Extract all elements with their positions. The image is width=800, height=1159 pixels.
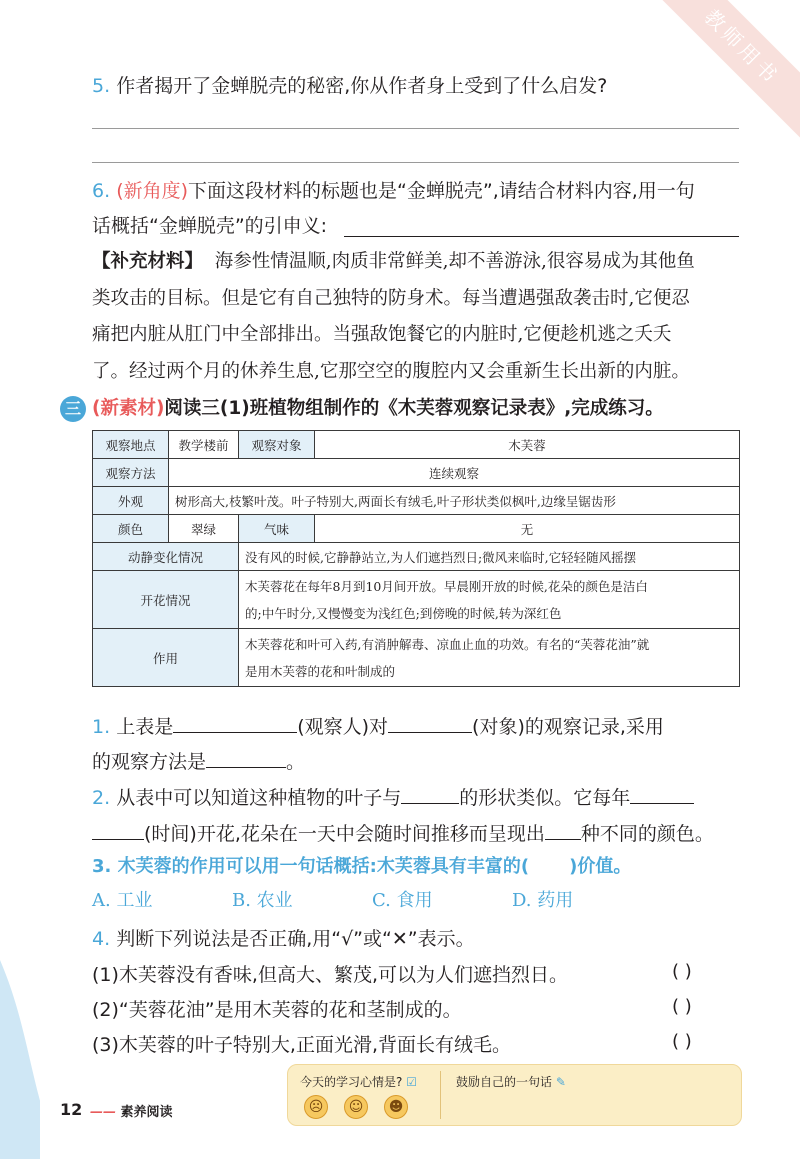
table-cell: 连续观察 xyxy=(169,459,740,487)
observation-table xyxy=(92,430,740,687)
exercise-1-blank-object[interactable] xyxy=(388,711,472,733)
exercise-4-item-2: (2)“芙蓉花油”是用木芙蓉的花和茎制成的。 xyxy=(92,999,462,1021)
supplement-material xyxy=(92,244,742,390)
table-cell-line: 木芙蓉花和叶可入药,有消肿解毒、凉血止血的功效。有名的“芙蓉花油”就 xyxy=(245,636,650,652)
table-cell: 外观 xyxy=(93,487,169,515)
supplement-line-4: 了。经过两个月的休养生息,它那空空的腹腔内又会重新生长出新的内脏。 xyxy=(92,360,690,382)
exercise-2-blank-leaf[interactable] xyxy=(401,782,459,804)
table-cell: 观察对象 xyxy=(239,431,315,459)
exercise-3-close: )价值。 xyxy=(569,856,632,877)
question-5-text: 作者揭开了金蝉脱壳的秘密,你从作者身上受到了什么启发? xyxy=(116,75,608,97)
mood-label xyxy=(300,1073,417,1090)
exercise-3-number: 3. xyxy=(92,856,112,877)
question-5-number: 5. xyxy=(92,75,111,97)
exercise-2-blank-time-b[interactable] xyxy=(92,818,144,840)
section-3-tag: (新素材) xyxy=(92,398,165,419)
happy-face-icon[interactable]: ☻ xyxy=(384,1095,408,1119)
choice-b[interactable]: B. 农业 xyxy=(232,890,293,911)
table-row xyxy=(93,431,740,459)
table-cell xyxy=(239,571,740,629)
exercise-4-answer-3[interactable]: ( ) xyxy=(672,1031,692,1052)
table-cell xyxy=(239,629,740,687)
table-cell: 开花情况 xyxy=(93,571,239,629)
question-6-line2-row xyxy=(92,212,327,240)
table-row xyxy=(93,487,740,515)
exercise-1 xyxy=(92,711,664,741)
question-6-line1: 下面这段材料的标题也是“金蝉脱壳”,请结合材料内容,用一句 xyxy=(188,180,695,202)
exercise-2-line2 xyxy=(92,818,714,848)
corner-label: 教师用书 xyxy=(650,0,800,141)
supplement-text-1: 海参性情温顺,肉质非常鲜美,却不善游泳,很容易成为其他鱼 xyxy=(214,251,695,272)
question-6-number: 6. xyxy=(92,180,111,202)
choice-d[interactable]: D. 药用 xyxy=(512,890,574,911)
answer-line-2[interactable] xyxy=(92,162,739,163)
supplement-line-3: 痛把内脏从肛门中全部排出。当强敌饱餐它的内脏时,它便趁机逃之夭夭 xyxy=(92,324,672,345)
section-3-heading xyxy=(92,395,664,423)
question-6-line2: 话概括“金蝉脱壳”的引申义: xyxy=(92,215,328,237)
section-3-title: 阅读三(1)班植物组制作的《木芙蓉观察记录表》,完成练习。 xyxy=(164,398,664,419)
mood-panel xyxy=(287,1064,742,1126)
exercise-2 xyxy=(92,782,694,812)
sad-face-icon[interactable]: ☹ xyxy=(304,1095,328,1119)
exercise-1-blank-observer[interactable] xyxy=(173,711,297,733)
question-6-answer-blank[interactable] xyxy=(344,236,739,237)
exercise-1-blank-method[interactable] xyxy=(206,746,286,768)
table-row xyxy=(93,515,740,543)
table-row xyxy=(93,629,740,687)
exercise-1-number: 1. xyxy=(92,716,111,738)
question-5 xyxy=(92,72,607,100)
choice-c[interactable]: C. 食用 xyxy=(372,890,433,911)
exercise-4-answer-2[interactable]: ( ) xyxy=(672,996,692,1017)
encourage-label-text: 鼓励自己的一句话 xyxy=(456,1075,553,1089)
section-3-icon: 三 xyxy=(60,396,86,422)
exercise-2-text-a: 从表中可以知道这种植物的叶子与 xyxy=(116,787,402,809)
table-cell: 动静变化情况 xyxy=(93,543,239,571)
exercise-4-item-1: (1)木芙蓉没有香味,但高大、繁茂,可以为人们遮挡烈日。 xyxy=(92,964,568,986)
exercise-3-text: 木芙蓉的作用可以用一句话概括:木芙蓉具有丰富的( xyxy=(117,856,530,877)
exercise-4-number: 4. xyxy=(92,928,111,950)
table-row xyxy=(93,543,740,571)
table-cell-line: 木芙蓉花在每年8月到10月间开放。早晨刚开放的时候,花朵的颜色是洁白 xyxy=(245,578,648,594)
table-cell: 观察地点 xyxy=(93,431,169,459)
exercise-3 xyxy=(92,853,631,881)
smile-face-icon[interactable]: ☺ xyxy=(344,1095,368,1119)
exercise-2-blank-time-a[interactable] xyxy=(630,782,694,804)
table-cell: 观察方法 xyxy=(93,459,169,487)
supplement-label: 【补充材料】 xyxy=(92,251,204,272)
table-row xyxy=(93,571,740,629)
mood-divider xyxy=(440,1071,441,1119)
table-cell: 树形高大,枝繁叶茂。叶子特别大,两面长有绒毛,叶子形状类似枫叶,边缘呈锯齿形 xyxy=(169,487,740,515)
exercise-2-text-c: (时间)开花,花朵在一天中会随时间推移而呈现出 xyxy=(144,823,545,845)
exercise-4-text: 判断下列说法是否正确,用“√”或“✕”表示。 xyxy=(116,928,475,950)
page-number: 12 xyxy=(60,1100,83,1119)
table-cell: 无 xyxy=(315,515,740,543)
table-cell: 气味 xyxy=(239,515,315,543)
checkbox-icon: ☑ xyxy=(406,1075,417,1089)
exercise-1-text-b: (观察人)对 xyxy=(297,716,389,738)
mood-label-text: 今天的学习心情是? xyxy=(300,1075,403,1089)
table-cell: 教学楼前 xyxy=(169,431,239,459)
exercise-2-blank-colors[interactable] xyxy=(545,818,581,840)
exercise-1-text-e: 。 xyxy=(286,751,306,773)
exercise-4-item-3: (3)木芙蓉的叶子特别大,正面光滑,背面长有绒毛。 xyxy=(92,1034,511,1056)
table-row xyxy=(93,459,740,487)
footer-brand-text: 素养阅读 xyxy=(120,1105,173,1120)
table-cell: 翠绿 xyxy=(169,515,239,543)
exercise-1-text-a: 上表是 xyxy=(116,716,174,738)
exercise-1-line2 xyxy=(92,746,305,776)
exercise-2-text-d: 种不同的颜色。 xyxy=(580,823,714,845)
choice-a[interactable]: A. 工业 xyxy=(92,890,153,911)
question-6-tag: (新角度) xyxy=(116,180,189,202)
encourage-label xyxy=(456,1073,566,1090)
table-cell: 没有风的时候,它静静站立,为人们遮挡烈日;微风来临时,它轻轻随风摇摆 xyxy=(239,543,740,571)
table-cell: 木芙蓉 xyxy=(315,431,740,459)
supplement-line-2: 类攻击的目标。但是它有自己独特的防身术。每当遭遇强敌袭击时,它便忍 xyxy=(92,287,690,309)
table-cell-line: 的;中午时分,又慢慢变为浅红色;到傍晚的时候,转为深红色 xyxy=(245,605,562,621)
left-decoration xyxy=(0,0,40,1159)
table-cell: 颜色 xyxy=(93,515,169,543)
exercise-1-text-c: (对象)的观察记录,采用 xyxy=(472,716,664,738)
exercise-2-text-b: 的形状类似。它每年 xyxy=(459,787,631,809)
exercise-1-text-d: 的观察方法是 xyxy=(92,751,207,773)
exercise-2-number: 2. xyxy=(92,787,111,809)
table-cell: 作用 xyxy=(93,629,239,687)
exercise-4-answer-1[interactable]: ( ) xyxy=(672,961,692,982)
exercise-4 xyxy=(92,925,475,953)
encourage-input[interactable] xyxy=(456,1095,731,1119)
pencil-icon: ✎ xyxy=(555,1075,566,1089)
answer-line-1[interactable] xyxy=(92,128,739,129)
table-cell-line: 是用木芙蓉的花和叶制成的 xyxy=(245,663,396,679)
question-6 xyxy=(92,177,695,205)
supplement-line-1 xyxy=(92,244,742,281)
footer-brand: —— 素养阅读 xyxy=(90,1105,173,1120)
